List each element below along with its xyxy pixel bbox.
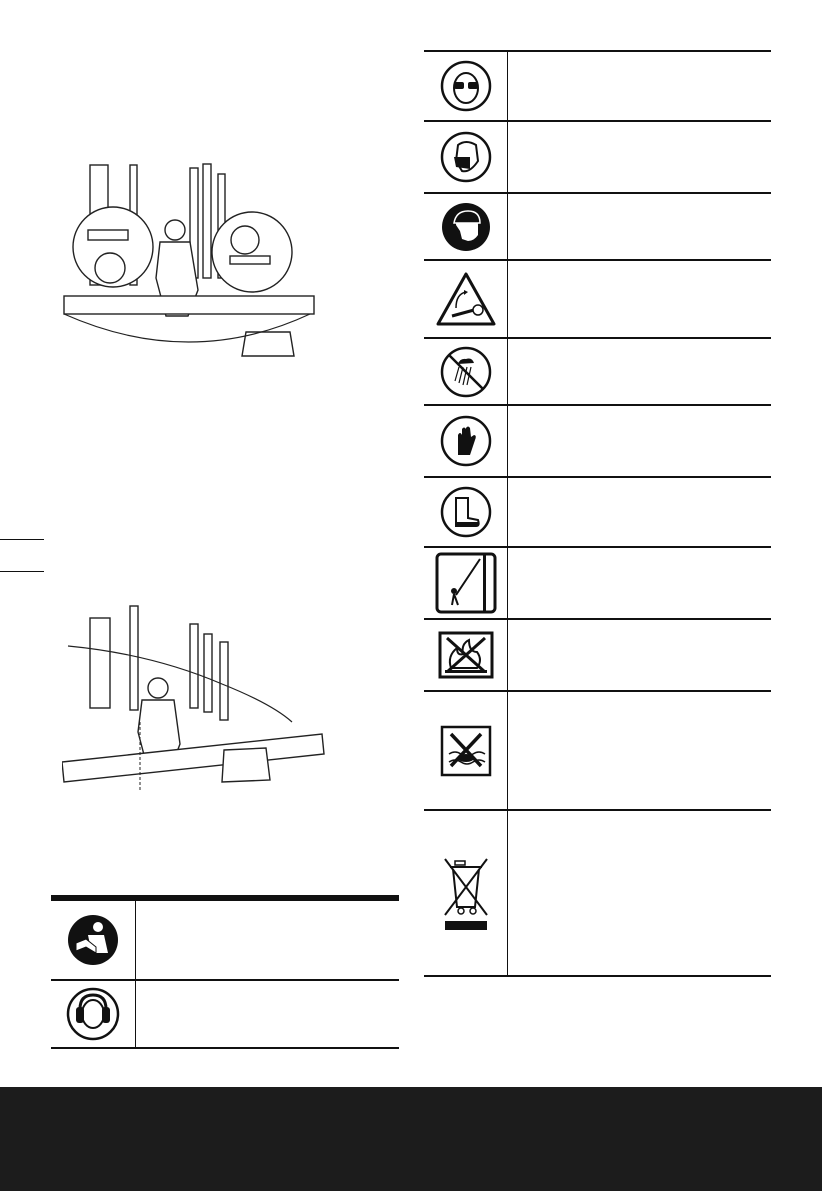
symbols-table-left [51, 895, 399, 1049]
symbol-row [424, 547, 771, 619]
margin-mark-top [0, 539, 44, 540]
symbol-row [424, 405, 771, 477]
symbol-row [424, 338, 771, 405]
symbol-row [51, 980, 399, 1048]
symbol-description [508, 477, 772, 547]
cutting-log-on-slope-illustration [62, 604, 328, 794]
footer-band [0, 1087, 822, 1191]
symbol-description [508, 260, 772, 338]
protective-gloves-icon [440, 415, 492, 467]
symbol-description [508, 405, 772, 477]
symbol-row [424, 691, 771, 810]
kickback-warning-icon [434, 270, 498, 328]
symbol-row [424, 477, 771, 547]
symbol-description [508, 619, 772, 691]
symbol-row [424, 619, 771, 691]
symbol-description [508, 121, 772, 193]
no-fire-icon [437, 630, 495, 680]
symbol-description [508, 810, 772, 976]
symbol-description [136, 980, 400, 1048]
read-manual-icon [66, 913, 120, 967]
overhead-electrical-hazard-icon [434, 551, 498, 615]
dust-mask-icon [440, 131, 492, 183]
symbol-row [424, 810, 771, 976]
no-rain-icon [440, 346, 492, 398]
symbol-row [424, 51, 771, 121]
symbol-row [424, 260, 771, 338]
safety-helmet-icon [440, 201, 492, 253]
safety-boots-icon [440, 486, 492, 538]
safety-glasses-icon [440, 60, 492, 112]
symbols-table-right [424, 50, 771, 977]
ear-protection-icon [66, 987, 120, 1041]
symbol-description [508, 338, 772, 405]
symbol-description [508, 691, 772, 810]
no-water-disposal-icon [439, 724, 493, 778]
symbol-row [424, 193, 771, 260]
weee-crossed-bin-icon [441, 853, 491, 933]
symbol-description [508, 193, 772, 260]
felling-tree-in-front-illustration [60, 160, 322, 360]
symbol-row [51, 898, 399, 980]
margin-mark-bottom [0, 571, 44, 572]
symbol-description [508, 547, 772, 619]
symbol-description [508, 51, 772, 121]
symbol-description [136, 898, 400, 980]
symbol-row [424, 121, 771, 193]
